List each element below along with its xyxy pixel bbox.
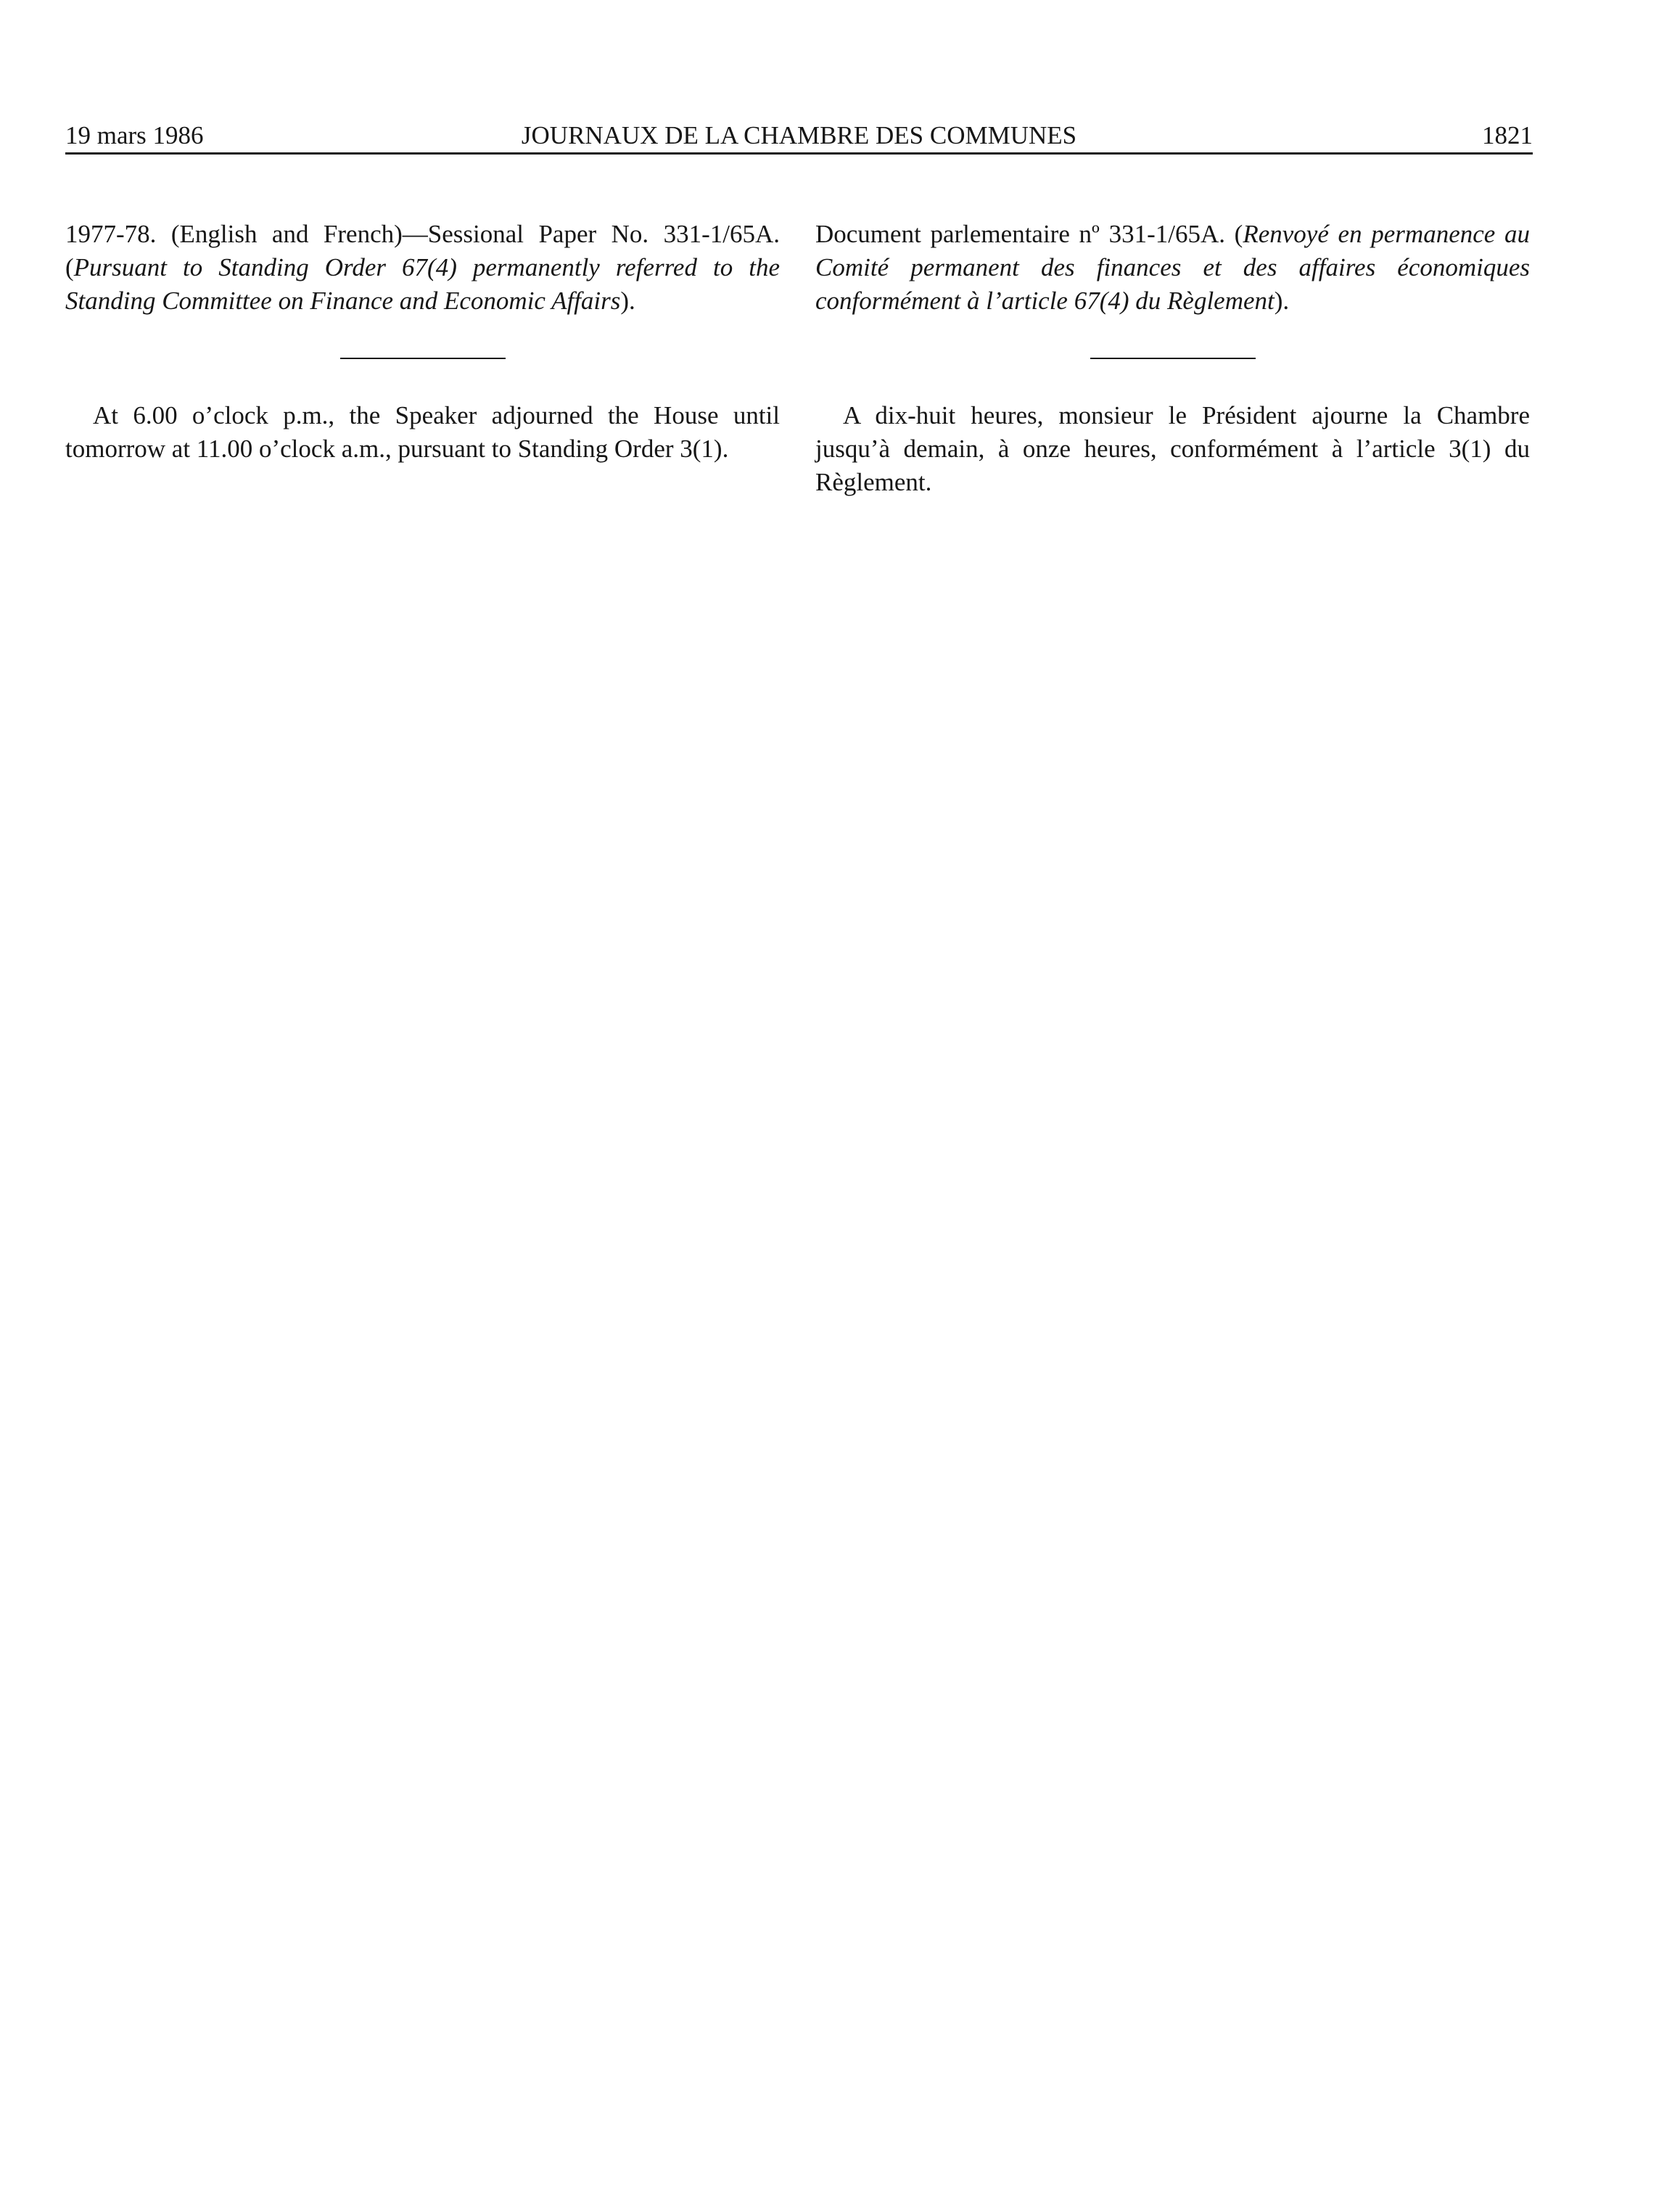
section-separator-fr [1090,358,1256,359]
adjournment-paragraph-fr: A dix-huit heures, monsieur le Président ajourne la Chambre jusqu’à demain, à onze heures, conformément à l’article 3(1) du Règlement. [815,401,1530,496]
sessional-paper-entry-fr [815,218,1530,318]
page-number: 1821 [1482,121,1533,149]
entry-end-en: ). [620,287,635,315]
header-title: JOURNAUX DE LA CHAMBRE DES COMMUNES [521,121,1077,149]
sessional-paper-entry-en [65,218,780,318]
english-column [65,218,780,466]
entry-end-fr: ). [1274,287,1290,315]
adjournment-paragraph-en: At 6.00 o’clock p.m., the Speaker adjourned the House until tomorrow at 11.00 o’clock a.m., pursuant to Standing Order 3(1). [65,401,780,463]
entry-text-fr: Document parlementaire nº 331-1/65A. ( [815,220,1243,248]
header-rule [65,152,1533,155]
referral-note-fr: Renvoyé en permanence au Comité permanent des finances et des affaires économiques conformément à l’article 67(4) du Règlement [815,220,1530,315]
section-separator-en [340,358,506,359]
french-column [815,218,1530,499]
header-date: 19 mars 1986 [65,121,204,149]
referral-note-en: Pursuant to Standing Order 67(4) permanently referred to the Standing Committee on Finance and Economic Affairs [65,253,780,315]
running-head [65,118,1533,154]
entry-text-en: 1977-78. (English and French)—Sessional Paper No. 331-1/65A. ( [65,220,780,281]
